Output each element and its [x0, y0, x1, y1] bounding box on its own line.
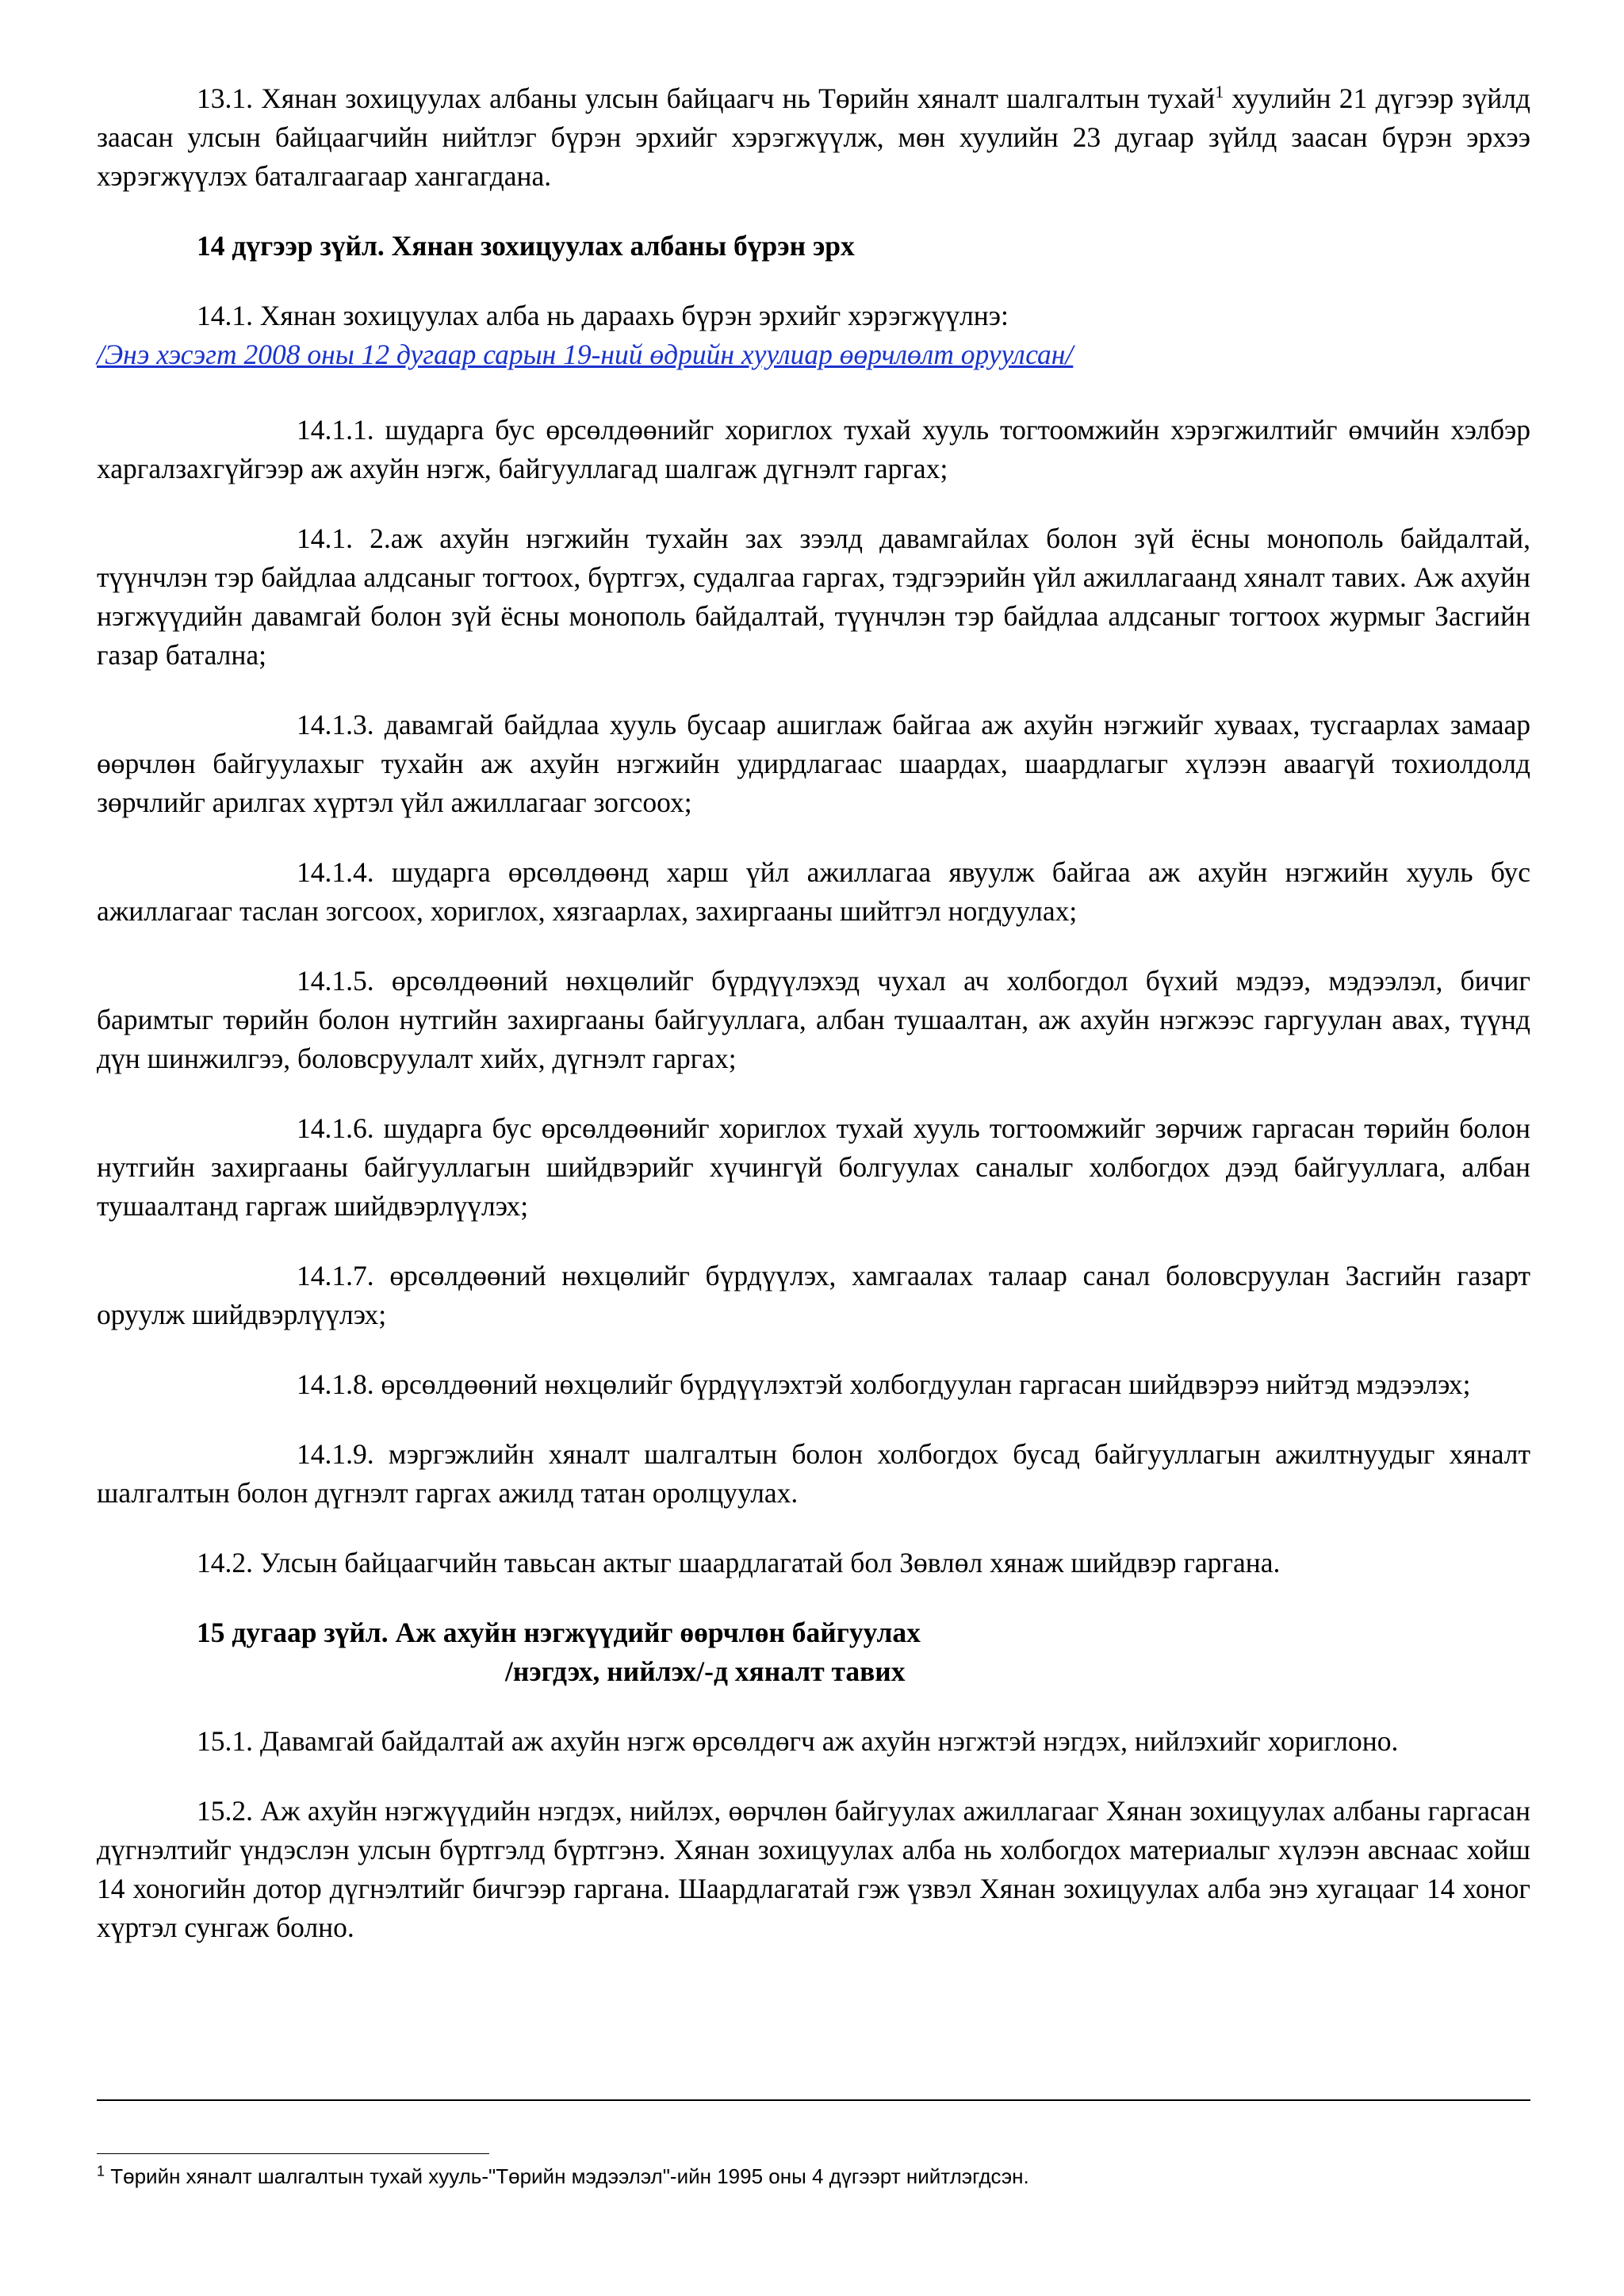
footnote-text: Төрийн хяналт шалгалтын тухай хууль-"Төрийн мэдээлэл"-ийн 1995 оны 4 дүгээрт нийтлэгдсэн.: [105, 2164, 1029, 2188]
paragraph-14-1-8: 14.1.8. өрсөлдөөний нөхцөлийг бүрдүүлэхтэй холбогдуулан гаргасан шийдвэрээ нийтэд мэдээлэх;: [297, 1368, 1471, 1400]
article-14-heading: 14 дүгээр зүйл. Хянан зохицуулах албаны бүрэн эрх: [197, 230, 855, 262]
footnote-separator: [97, 2153, 489, 2154]
article-15-heading-line-2: /нэгдэх, нийлэх/-д хяналт тавих: [505, 1655, 906, 1687]
paragraph-14-1-3: 14.1.3. давамгай байдлаа хууль бусаар ашиглаж байгаа аж ахуйн нэгжийг хуваах, тусгаарлах замаар өөрчлөн байгуулахыг тухайн аж ахуйн нэгжийн удирдлагаас шаардах, шаардлагыг хүлээн аваагүй тохиолдолд зөрчлийг арилгах хүртэл үйл ажиллагааг зогсоох;: [97, 709, 1530, 818]
paragraph-14-1-4: 14.1.4. шударга өрсөлдөөнд харш үйл ажиллагаа явуулж байгаа аж ахуйн нэгжийн хууль бус ажиллагааг таслан зогсоох, хориглох, хязгаарлах, захиргааны шийтгэл ногдуулах;: [97, 856, 1530, 927]
paragraph-13-1-text-start: 13.1. Хянан зохицуулах албаны улсын байцаагч нь Төрийн хяналт шалгалтын тухай: [197, 82, 1216, 114]
paragraph-15-2: 15.2. Аж ахуйн нэгжүүдийн нэгдэх, нийлэх, өөрчлөн байгуулах ажиллагааг Хянан зохицуулах албаны гаргасан дүгнэлтийг үндэслэн улсын бүртгэлд бүртгэнэ. Хянан зохицуулах алба нь холбогдох материалыг хүлээн авснаас хойш 14 хоногийн дотор дүгнэлтийг бичгээр гаргана. Шаардлагатай гэж үзвэл Хянан зохицуулах алба энэ хугацааг 14 хоног хүртэл сунгаж болно.: [97, 1795, 1530, 1943]
paragraph-14-2: 14.2. Улсын байцаагчийн тавьсан актыг шаардлагатай бол Зөвлөл хянаж шийдвэр гаргана.: [197, 1547, 1281, 1578]
footnote-reference[interactable]: 1: [1215, 82, 1224, 102]
amendment-link[interactable]: /Энэ хэсэгт 2008 оны 12 дугаар сарын 19-ний өдрийн хуулиар өөрчлөлт оруулсан/: [97, 339, 1074, 370]
footnote: [97, 2163, 1029, 2190]
paragraph-14-1-6: 14.1.6. шударга бус өрсөлдөөнийг хориглох тухай хууль тогтоомжийг зөрчиж гаргасан төрийн болон нутгийн захиргааны байгууллагын шийдвэрийг хүчингүй болгуулах саналыг холбогдох дээд байгууллага, албан тушаалтанд гаргаж шийдвэрлүүлэх;: [97, 1112, 1530, 1222]
article-15-heading: [97, 1613, 1530, 1691]
paragraph-15-1: 15.1. Давамгай байдалтай аж ахуйн нэгж өрсөлдөгч аж ахуйн нэгжтэй нэгдэх, нийлэхийг хориглоно.: [197, 1725, 1399, 1757]
paragraph-14-1-9: 14.1.9. мэргэжлийн хяналт шалгалтын болон холбогдох бусад байгууллагын ажилтнуудыг хяналт шалгалтын болон дүгнэлт гаргах ажилд татан оролцуулах.: [97, 1438, 1530, 1509]
paragraph-13-1-text-end: хуулийн 21 дүгээр зүйлд заасан улсын байцаагчийн нийтлэг бүрэн эрхийг хэрэгжүүлж, мөн хуулийн 23 дугаар зүйлд заасан бүрэн эрхээ хэрэгжүүлэх баталгаагаар хангагдана.: [97, 82, 1530, 192]
document-body: [97, 79, 1530, 1978]
text-end-rule: [97, 2099, 1530, 2101]
paragraph-14-1-7: 14.1.7. өрсөлдөөний нөхцөлийг бүрдүүлэх, хамгаалах талаар санал боловсруулан Засгийн газарт оруулж шийдвэрлүүлэх;: [97, 1260, 1530, 1330]
paragraph-14-1: [97, 297, 1530, 374]
paragraph-14-1-5: 14.1.5. өрсөлдөөний нөхцөлийг бүрдүүлэхэд чухал ач холбогдол бүхий мэдээ, мэдээлэл, бичиг баримтыг төрийн болон нутгийн захиргааны байгууллага, албан тушаалтан, аж ахуйн нэгжээс гаргуулан авах, түүнд дүн шинжилгээ, боловсруулалт хийх, дүгнэлт гаргах;: [97, 965, 1530, 1074]
footnote-marker: 1: [97, 2163, 105, 2179]
paragraph-13-1: [97, 79, 1530, 196]
paragraph-14-1-2: 14.1. 2.аж ахуйн нэгжийн тухайн зах зээлд давамгайлах болон зүй ёсны монополь байдалтай, түүнчлэн тэр байдлаа алдсаныг тогтоох, бүртгэх, судалгаа гаргах, тэдгээрийн үйл ажиллагаанд хяналт тавих. Аж ахуйн нэгжүүдийн давамгай болон зүй ёсны монополь байдалтай, түүнчлэн тэр байдлаа алдсаныг тогтоох журмыг Засгийн газар батална;: [97, 522, 1530, 671]
paragraph-14-1-1: 14.1.1. шударга бус өрсөлдөөнийг хориглох тухай хууль тогтоомжийн хэрэгжилтийг өмчийн хэлбэр харгалзахгүйгээр аж ахуйн нэгж, байгууллагад шалгаж дүгнэлт гаргах;: [97, 414, 1530, 484]
article-15-heading-line-1: 15 дугаар зүйл. Аж ахуйн нэгжүүдийг өөрчлөн байгуулах: [197, 1617, 921, 1648]
paragraph-14-1-text: 14.1. Хянан зохицуулах алба нь дараахь бүрэн эрхийг хэрэгжүүлнэ:: [197, 300, 1009, 331]
